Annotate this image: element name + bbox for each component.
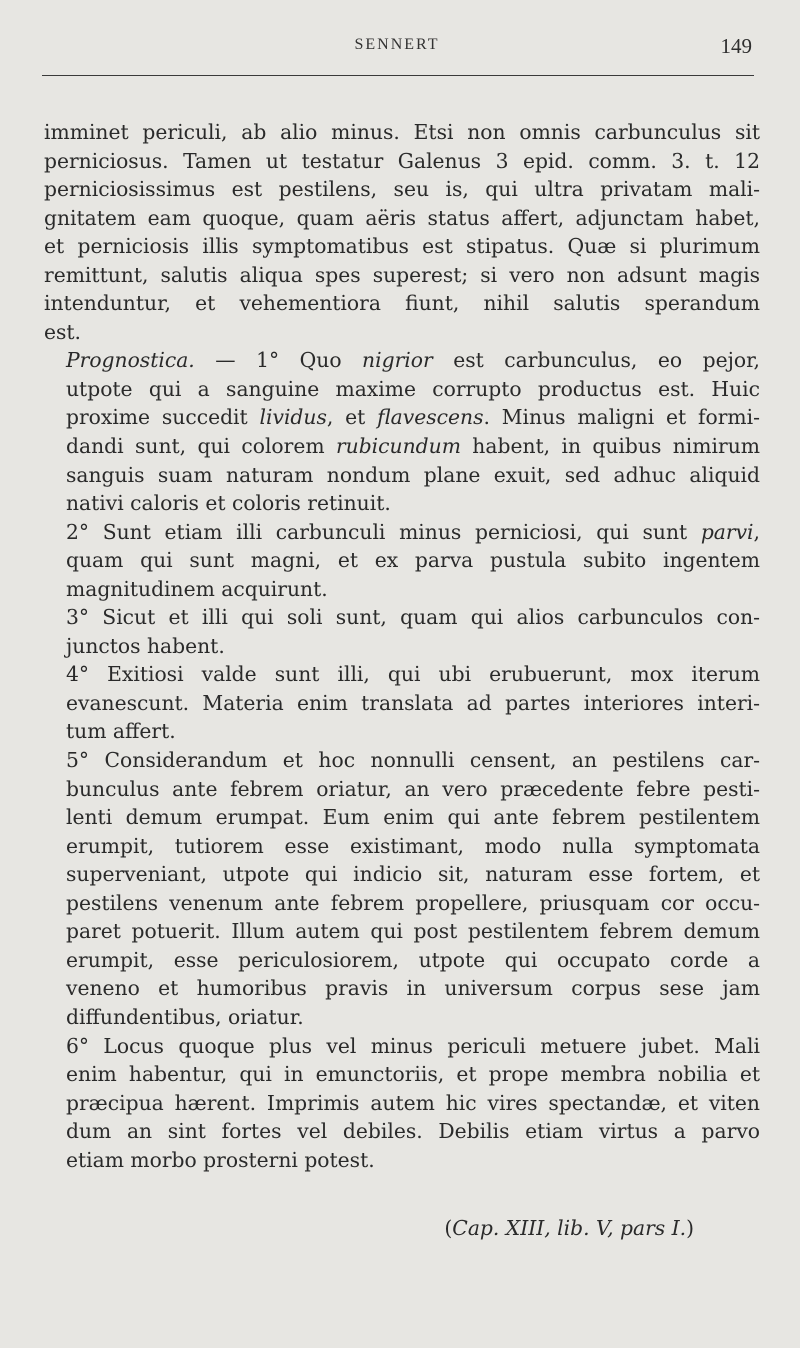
paragraph-5	[44, 746, 760, 1031]
text-line: superveniant, utpote qui indicio sit, naturam esse fortem, et	[66, 862, 760, 887]
text-line: evanescunt. Materia enim translata ad partes interiores interi-	[66, 690, 760, 715]
text-line: intenduntur, et vehementiora fiunt, nihil salutis sperandum	[44, 291, 760, 316]
source-citation: (Cap. XIII, lib. V, pars I.)	[444, 1216, 694, 1240]
text-line: dum an sint fortes vel debiles. Debilis etiam virtus a parvo	[66, 1119, 760, 1144]
text-line: est.	[44, 319, 82, 344]
text-line: perniciosus. Tamen ut testatur Galenus 3 epid. comm. 3. t. 12	[44, 148, 760, 173]
text-line: sanguis suam naturam nondum plane exuit, sed adhuc aliquid	[66, 462, 760, 487]
text-line: dandi sunt, qui colorem rubicundum habent, in quibus nimirum	[66, 434, 760, 459]
text-line: remittunt, salutis aliqua spes superest; si vero non adsunt magis	[44, 262, 760, 287]
text-line: 3° Sicut et illi qui soli sunt, quam qui alios carbunculos con-	[66, 605, 760, 630]
text-line: perniciosissimus est pestilens, seu is, qui ultra privatam mali-	[44, 177, 760, 202]
text-line: enim habentur, qui in emunctoriis, et prope membra nobilia et	[66, 1062, 760, 1087]
text-line: pestilens venenum ante febrem propellere, priusquam cor occu-	[66, 890, 760, 915]
emphasis: rubicundum	[335, 434, 461, 459]
text-line: veneno et humoribus pravis in universum corpus sese jam	[66, 976, 760, 1001]
text-line: etiam morbo prosterni potest.	[66, 1147, 375, 1172]
paragraph-prognostica	[44, 346, 760, 517]
text-line: 5° Considerandum et hoc nonnulli censent, an pestilens car-	[66, 748, 760, 773]
paragraph-4	[44, 660, 760, 746]
page-header	[40, 34, 754, 64]
text-line: paret potuerit. Illum autem qui post pestilentem febrem demum	[66, 919, 760, 944]
text-line: quam qui sunt magni, et ex parva pustula subito ingentem	[66, 548, 760, 573]
text-line: imminet periculi, ab alio minus. Etsi non omnis carbunculus sit	[44, 120, 760, 144]
text-line: gnitatem eam quoque, quam aëris status affert, adjunctam habet,	[44, 205, 760, 230]
paragraph-2	[44, 518, 760, 604]
text-line: lenti demum erumpat. Eum enim qui ante febrem pestilentem	[66, 805, 760, 830]
emphasis: nigrior	[362, 348, 433, 373]
citation-text: Cap. XIII, lib. V, pars I.	[452, 1216, 687, 1240]
paragraph-1	[44, 118, 760, 346]
text-line: 2° Sunt etiam illi carbunculi minus perniciosi, qui sunt parvi,	[66, 519, 760, 544]
paragraph-3	[44, 603, 760, 660]
text-line: erumpit, esse periculosiorem, utpote qui occupato corde a	[66, 947, 760, 972]
text-line: proxime succedit lividus, et flavescens. Minus maligni et formi-	[66, 405, 760, 430]
page-number: 149	[720, 34, 752, 58]
text-line: diffundentibus, oriatur.	[66, 1004, 304, 1029]
text-line: 4° Exitiosi valde sunt illi, qui ubi erubuerunt, mox iterum	[66, 662, 760, 687]
text-line: et perniciosis illis symptomatibus est stipatus. Quæ si plurimum	[44, 234, 760, 259]
text-line: junctos habent.	[66, 633, 225, 658]
body-text	[44, 118, 760, 1174]
text-line: tum affert.	[66, 719, 176, 744]
text-line: magnitudinem acquirunt.	[66, 576, 328, 601]
text-line: erumpit, tutiorem esse existimant, modo nulla symptomata	[66, 833, 760, 858]
text-line: 6° Locus quoque plus vel minus periculi metuere jubet. Mali	[66, 1033, 760, 1058]
text-line: præcipua hærent. Imprimis autem hic vires spectandæ, et viten	[66, 1090, 760, 1115]
paragraph-6	[44, 1032, 760, 1175]
emphasis: flavescens	[377, 405, 484, 430]
section-heading: Prognostica.	[66, 348, 195, 373]
text-line: bunculus ante febrem oriatur, an vero præcedente febre pesti-	[66, 776, 760, 801]
text-line: nativi caloris et coloris retinuit.	[66, 491, 391, 516]
emphasis: lividus	[259, 405, 327, 430]
running-head: SENNERT	[354, 36, 440, 53]
text-line: utpote qui a sanguine maxime corrupto productus est. Huic	[66, 376, 760, 401]
text-line: Prognostica. — 1° Quo nigrior est carbunculus, eo pejor,	[66, 348, 760, 373]
emphasis: parvi	[700, 519, 754, 544]
header-rule	[42, 75, 754, 76]
